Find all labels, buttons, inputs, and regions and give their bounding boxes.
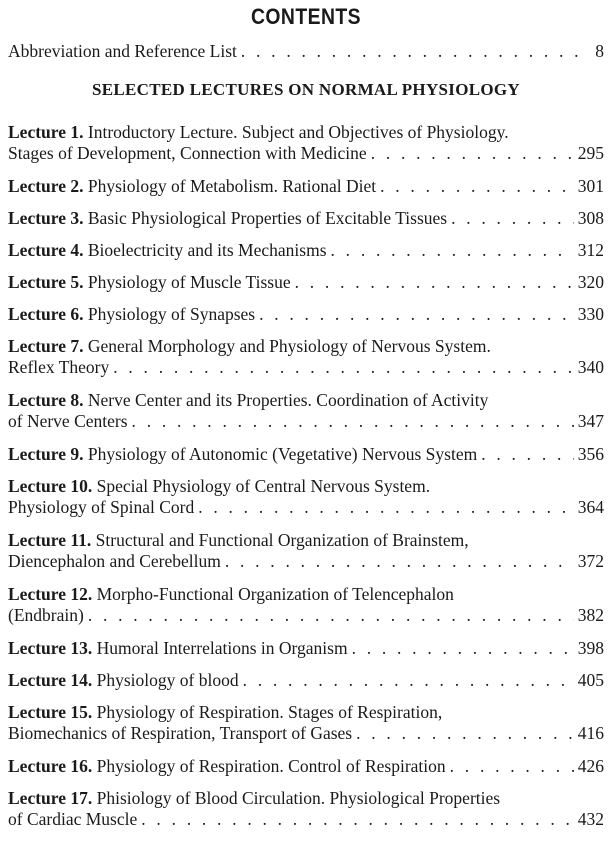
dot-leader [225,551,574,572]
toc-page-number: 372 [577,551,604,571]
toc-page-number: 312 [577,240,604,260]
dot-leader [259,304,574,325]
lecture-label: Lecture 11. [8,530,92,550]
toc-entry-lecture-5[interactable] [8,272,604,293]
toc-page-number: 347 [577,411,604,431]
lecture-label: Lecture 4. [8,240,84,260]
dot-leader [141,809,573,830]
dot-leader [88,605,574,626]
toc-entry-lecture-14[interactable] [8,670,604,691]
toc-page-number: 405 [577,670,604,690]
page-title: CONTENTS [251,4,361,29]
lecture-title-line2: of Cardiac Muscle [8,809,138,829]
lecture-label: Lecture 17. [8,788,93,808]
dot-leader [241,41,586,62]
toc-entry-lecture-11[interactable] [8,530,604,572]
toc-page-number: 416 [577,723,604,743]
lecture-title: Physiology of Autonomic (Vegetative) Nervous System [87,444,478,464]
lecture-title-line2: of Nerve Centers [8,411,128,431]
toc-page-number: 364 [577,497,604,517]
dot-leader [132,411,574,432]
dot-leader [451,208,574,229]
dot-leader [450,756,574,777]
toc-page-number: 432 [577,809,604,829]
toc-entry-lecture-3[interactable] [8,208,604,229]
lecture-title-line1: General Morphology and Physiology of Nervous System. [87,336,491,356]
toc-page-number: 8 [595,41,604,61]
lecture-label: Lecture 1. [8,122,84,142]
lecture-title-line1: Phisiology of Blood Circulation. Physiological Properties [96,788,501,808]
lecture-label: Lecture 8. [8,390,84,410]
toc-page-number: 382 [577,605,604,625]
dot-leader [481,444,574,465]
lecture-title-line2: Biomechanics of Respiration, Transport of Gases [8,723,353,743]
lecture-title: Physiology of Metabolism. Rational Diet [87,176,377,196]
lecture-title-line2: Reflex Theory [8,357,110,377]
toc-page-number: 330 [577,304,604,324]
dot-leader [371,143,574,164]
lecture-title-line2: Stages of Development, Connection with Medicine [8,143,367,163]
toc-entry-lecture-7[interactable] [8,336,604,378]
dot-leader [331,240,574,261]
toc-entry-lecture-2[interactable] [8,176,604,197]
toc-page-number: 295 [577,143,604,163]
toc-entry-lecture-1[interactable] [8,122,604,164]
toc-entry-lecture-9[interactable] [8,444,604,465]
toc-entry-lecture-4[interactable] [8,240,604,261]
toc-entry-lecture-6[interactable] [8,304,604,325]
toc-page-number: 308 [577,208,604,228]
lecture-label: Lecture 7. [8,336,84,356]
lecture-label: Lecture 5. [8,272,84,292]
lecture-title-line1: Special Physiology of Central Nervous System. [96,476,431,496]
lecture-label: Lecture 15. [8,702,93,722]
toc-entry-lecture-8[interactable] [8,390,604,432]
lecture-title: Physiology of Synapses [87,304,256,324]
dot-leader [352,638,574,659]
lecture-title-line1: Nerve Center and its Properties. Coordination of Activity [87,390,489,410]
dot-leader [243,670,574,691]
lecture-title: Physiology of Muscle Tissue [87,272,291,292]
dot-leader [198,497,574,518]
toc-entry-lecture-17[interactable] [8,788,604,830]
lecture-label: Lecture 3. [8,208,84,228]
toc-page-number: 426 [577,756,604,776]
lecture-title-line1: Morpho-Functional Organization of Telencephalon [96,584,454,604]
lecture-label: Lecture 2. [8,176,84,196]
dot-leader [356,723,574,744]
lecture-title-line1: Structural and Functional Organization of Brainstem, [95,530,469,550]
lecture-title-line2: (Endbrain) [8,605,84,625]
dot-leader [113,357,574,378]
lecture-title-line1: Physiology of Respiration. Stages of Respiration, [96,702,443,722]
toc-entry-lecture-10[interactable] [8,476,604,518]
lecture-label: Lecture 14. [8,670,93,690]
toc-page-number: 340 [577,357,604,377]
lecture-title: Bioelectricity and its Mechanisms [87,240,327,260]
lecture-label: Lecture 9. [8,444,84,464]
lecture-title-line2: Physiology of Spinal Cord [8,497,195,517]
lecture-label: Lecture 16. [8,756,93,776]
lecture-title: Basic Physiological Properties of Excitable Tissues [87,208,448,228]
toc-entry-lecture-12[interactable] [8,584,604,626]
lecture-title-line1: Introductory Lecture. Subject and Objectives of Physiology. [87,122,509,142]
toc-entry-lecture-16[interactable] [8,756,604,777]
lecture-label: Lecture 10. [8,476,93,496]
lecture-list [8,122,604,830]
toc-entry-lecture-13[interactable] [8,638,604,659]
toc-page-number: 301 [577,176,604,196]
dot-leader [295,272,574,293]
lecture-title-line2: Diencephalon and Cerebellum [8,551,221,571]
lecture-label: Lecture 6. [8,304,84,324]
lecture-title: Physiology of Respiration. Control of Respiration [96,756,446,776]
lecture-label: Lecture 13. [8,638,93,658]
toc-entry-title: Abbreviation and Reference List [8,41,237,61]
toc-entry-lecture-15[interactable] [8,702,604,744]
toc-page-number: 398 [577,638,604,658]
lecture-title: Physiology of blood [96,670,239,690]
toc-page-number: 356 [577,444,604,464]
lecture-title: Humoral Interrelations in Organism [96,638,348,658]
section-heading: SELECTED LECTURES ON NORMAL PHYSIOLOGY [92,80,520,99]
toc-entry-abbreviation[interactable] [8,41,604,62]
lecture-label: Lecture 12. [8,584,93,604]
dot-leader [380,176,574,197]
toc-page-number: 320 [577,272,604,292]
